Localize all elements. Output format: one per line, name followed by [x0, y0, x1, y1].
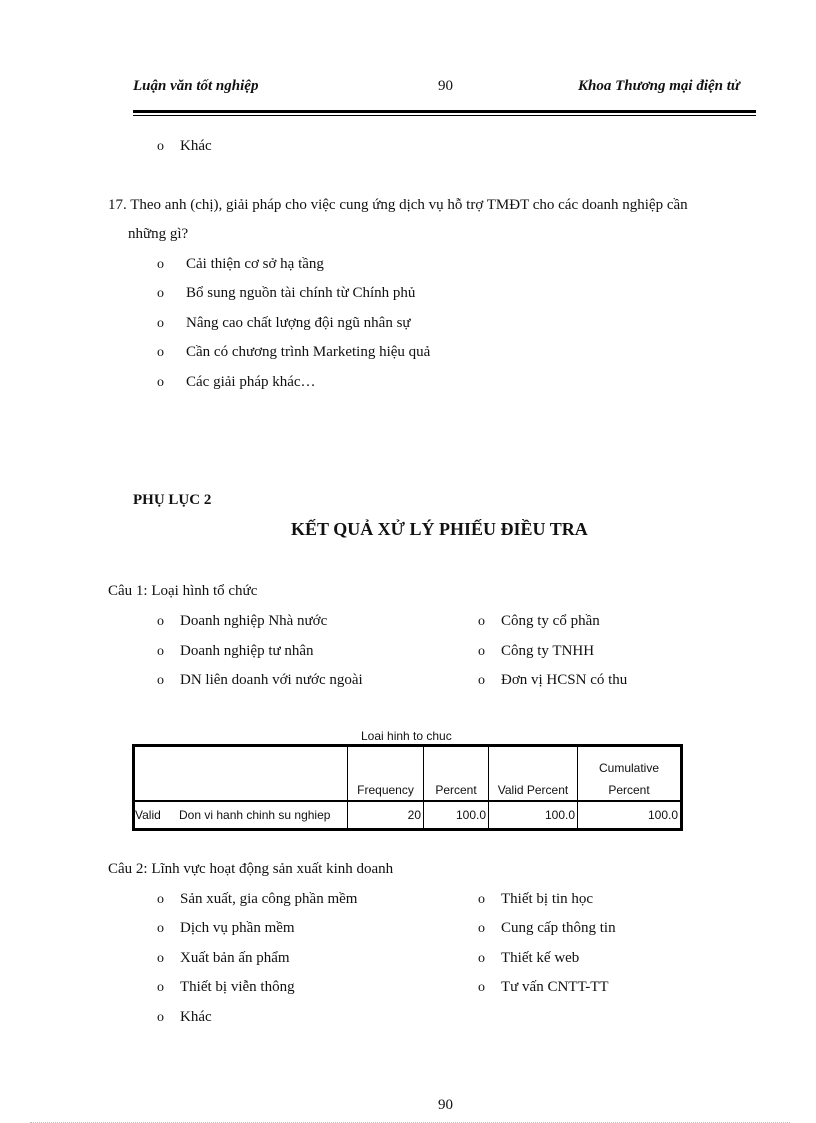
bullet-icon: o [157, 286, 164, 301]
q17-option: Các giải pháp khác… [186, 374, 316, 390]
bullet-icon: o [157, 644, 164, 659]
bullet-icon: o [157, 316, 164, 331]
cau2-option-left: Khác [180, 1009, 212, 1025]
cau1-option-right: Đơn vị HCSN có thu [501, 672, 628, 688]
bullet-icon: o [157, 951, 164, 966]
cau1-option-left: DN liên doanh với nước ngoài [180, 672, 363, 688]
header-right-title: Khoa Thương mại điện tử [578, 78, 740, 94]
cell-percent: 100.0 [424, 801, 489, 830]
bullet-icon: o [157, 980, 164, 995]
header-valid-percent: Valid Percent [489, 746, 578, 802]
bullet-icon: o [157, 257, 164, 272]
bullet-icon: o [157, 614, 164, 629]
bullet-icon: o [478, 644, 485, 659]
cau2-option-left: Sản xuất, gia công phần mềm [180, 891, 358, 907]
bullet-icon: o [157, 139, 164, 154]
bullet-icon: o [157, 375, 164, 390]
bullet-icon: o [157, 673, 164, 688]
bullet-icon: o [157, 1010, 164, 1025]
header-rule-thick [133, 110, 756, 113]
bullet-icon: o [157, 921, 164, 936]
header-cumulative-percent [578, 746, 682, 802]
cau2-option-left: Thiết bị viễn thông [180, 979, 295, 995]
header-left-title: Luận văn tốt nghiệp [133, 78, 259, 94]
cau2-option-right: Thiết bị tin học [501, 891, 594, 907]
header-cumulative-line2: Percent [608, 783, 650, 797]
row-category-label: Don vi hanh chinh su nghiep [177, 801, 348, 830]
q17-option: Cải thiện cơ sở hạ tầng [186, 256, 324, 272]
cau2-option-left: Dịch vụ phần mềm [180, 920, 295, 936]
header-frequency: Frequency [348, 746, 424, 802]
bullet-icon: o [478, 892, 485, 907]
appendix-title: KẾT QUẢ XỬ LÝ PHIẾU ĐIỀU TRA [291, 519, 588, 539]
header-cell-empty [177, 746, 348, 802]
q17-line-2: những gì? [128, 226, 189, 242]
cell-frequency: 20 [348, 801, 424, 830]
cau2-option-left: Xuất bản ấn phẩm [180, 950, 290, 966]
header-page-number: 90 [438, 78, 453, 94]
frequency-table [132, 744, 683, 831]
cau2-option-right: Cung cấp thông tin [501, 920, 616, 936]
cau2-option-right: Tư vấn CNTT-TT [501, 979, 609, 995]
table-row [134, 801, 682, 830]
header-cumulative-line1: Cumulative [598, 761, 660, 775]
bullet-icon: o [478, 951, 485, 966]
bullet-icon: o [478, 921, 485, 936]
header-rule-thin [133, 115, 756, 116]
cau1-option-left: Doanh nghiệp Nhà nước [180, 613, 328, 629]
footer-page-number: 90 [438, 1097, 453, 1113]
q17-option: Bổ sung nguồn tài chính từ Chính phủ [186, 285, 416, 301]
bullet-icon: o [478, 980, 485, 995]
bullet-icon: o [157, 345, 164, 360]
cau1-question: Câu 1: Loại hình tổ chức [108, 583, 258, 599]
cell-valid-percent: 100.0 [489, 801, 578, 830]
q17-option: Nâng cao chất lượng đội ngũ nhân sự [186, 315, 411, 331]
table-caption: Loai hinh to chuc [361, 729, 452, 743]
cau2-question: Câu 2: Lĩnh vực hoạt động sản xuất kinh doanh [108, 861, 394, 877]
cell-cumulative-percent: 100.0 [578, 801, 682, 830]
cau1-option-left: Doanh nghiệp tư nhân [180, 643, 314, 659]
q17-line-1: 17. Theo anh (chị), giải pháp cho việc cung ứng dịch vụ hỗ trợ TMĐT cho các doanh nghiệp cần [108, 197, 688, 213]
bullet-icon: o [157, 892, 164, 907]
row-group-label: Valid [134, 801, 178, 830]
bullet-icon: o [478, 614, 485, 629]
top-bullet-text: Khác [180, 138, 212, 154]
header-percent: Percent [424, 746, 489, 802]
cau1-option-right: Công ty TNHH [501, 643, 595, 659]
cau1-option-right: Công ty cổ phần [501, 613, 600, 629]
cau2-option-right: Thiết kế web [501, 950, 580, 966]
appendix-label: PHỤ LỤC 2 [133, 492, 212, 508]
q17-option: Cần có chương trình Marketing hiệu quả [186, 344, 431, 360]
bullet-icon: o [478, 673, 485, 688]
header-cell-empty [134, 746, 178, 802]
